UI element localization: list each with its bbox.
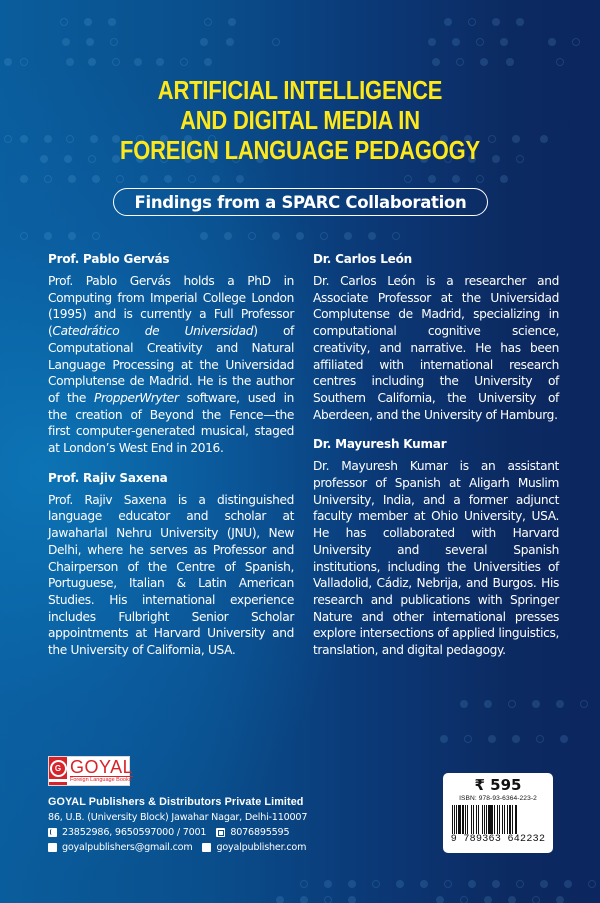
logo-tagline: Foreign Language Books bbox=[70, 777, 132, 783]
author-name-kumar: Dr. Mayuresh Kumar bbox=[313, 437, 447, 452]
author-name-leon: Dr. Carlos León bbox=[313, 252, 412, 266]
author-bio-kumar: Dr. Mayuresh Kumar is an assistant professor of Spanish at Aligarh Muslim University, India, and a former adjunct faculty member at Ohio University, USA. He has collaborated with Harvard University and several Spanish institutions, including the Universities of Valladolid, Cádiz, Nebrija, and Burgos. His research and publications with Springer Nature and other international presses explore intersections of applied linguistics, translation, and digital pedagogy. bbox=[313, 459, 559, 658]
title-line-1: ARTIFICIAL INTELLIGENCE bbox=[157, 77, 443, 105]
publisher-block bbox=[48, 756, 307, 853]
barcode-icon bbox=[452, 805, 544, 837]
isbn: ISBN: 978-93-6364-223-2 bbox=[459, 795, 537, 802]
ean-digits: 9 789363 642232 bbox=[450, 834, 546, 845]
publisher-contact-row bbox=[48, 842, 307, 853]
publisher-logo bbox=[48, 756, 134, 786]
subtitle-text: Findings from a SPARC Collaboration bbox=[134, 192, 467, 212]
goyal-logo-icon: G bbox=[49, 757, 67, 785]
publisher-phones: 23852986, 9650597000 / 7001 bbox=[62, 827, 207, 838]
author-bio-saxena: Prof. Rajiv Saxena is a distinguished language educator and scholar at Jawaharlal Nehru University (JNU), New Delhi, where he serves as Professor and Chairperson of the Centre of Spanish, Portuguese, Italian & Latin American Studies. His international experience includes Fulbright Senior Scholar appointments at Harvard University and the University of California, USA. bbox=[48, 492, 294, 658]
author-bio-gervas: Prof. Pablo Gervás holds a PhD in Computing from Imperial College London (1995) and is currently a Full Professor (Catedrático de Universidad) of Computational Creativity and Natural Language Processing at the Universidad Complutense de Madrid. He is the author of the PropperWryter software, used in the creation of Beyond the Fence—the first computer-generated musical, staged at London’s West End in 2016. bbox=[48, 274, 295, 456]
author-name-gervas: Prof. Pablo Gervás bbox=[48, 252, 170, 266]
author-name-saxena: Prof. Rajiv Saxena bbox=[48, 470, 168, 485]
publisher-email[interactable]: goyalpublishers@gmail.com bbox=[62, 842, 193, 853]
mobile-icon bbox=[216, 828, 225, 837]
publisher-address: 86, U.B. (University Block) Jawahar Nagar, Delhi-110007 bbox=[48, 812, 308, 823]
title-line-2: AND DIGITAL MEDIA IN bbox=[180, 107, 420, 135]
publisher-phones-row bbox=[48, 827, 307, 838]
publisher-mobile: 8076895595 bbox=[230, 827, 290, 838]
bio-column-left bbox=[48, 252, 294, 673]
subtitle-badge bbox=[113, 188, 488, 216]
bio-column-right bbox=[313, 252, 559, 673]
publisher-name: GOYAL Publishers & Distributors Private Limited bbox=[48, 796, 304, 808]
web-icon bbox=[202, 843, 211, 852]
logo-brand-text: GOYAL bbox=[70, 757, 134, 777]
phone-icon bbox=[48, 828, 57, 837]
barcode-label bbox=[443, 773, 553, 853]
author-bio-leon: Dr. Carlos León is a researcher and Associate Professor at the Universidad Complutense de Madrid, specializing in computational cognitive science, creativity, and narrative. He has been affiliated with international research centres including the University of Southern California, the University of Aberdeen, and the University of Hamburg. bbox=[313, 274, 559, 422]
price: ₹ 595 bbox=[474, 776, 522, 794]
title-line-3: FOREIGN LANGUAGE PEDAGOGY bbox=[119, 137, 481, 165]
email-icon bbox=[48, 843, 57, 852]
book-title bbox=[42, 76, 558, 166]
publisher-website[interactable]: goyalpublisher.com bbox=[216, 842, 307, 853]
